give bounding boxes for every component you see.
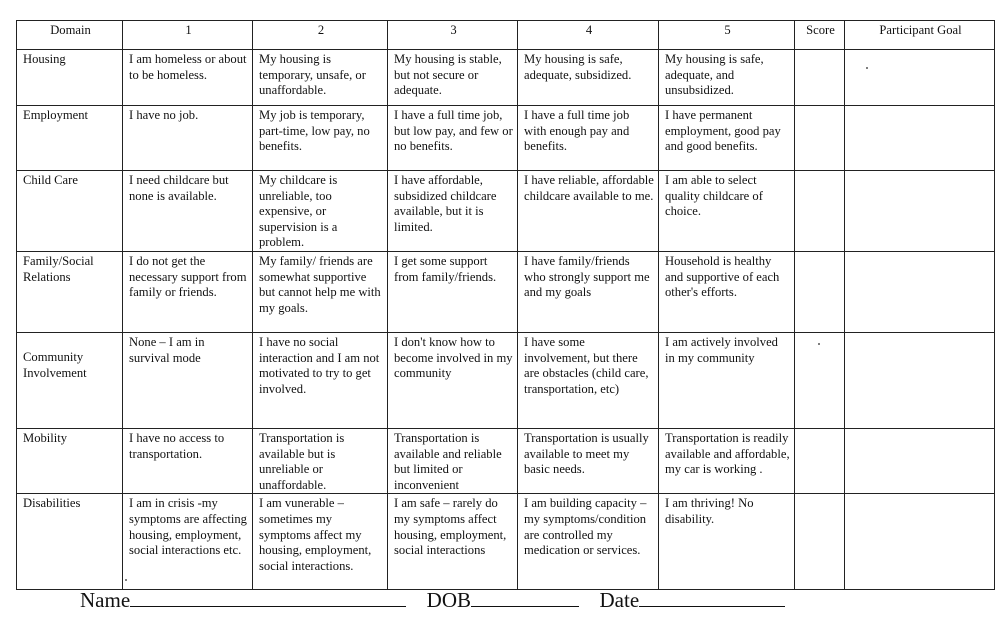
level-4-cell: I have family/friends who strongly support me and my goals (518, 252, 659, 333)
name-label: Name (80, 588, 131, 612)
level-4-cell: I have some involvement, but there are obstacles (child care, transportation, etc) (518, 333, 659, 429)
score-cell[interactable] (795, 429, 845, 494)
name-line[interactable] (130, 587, 406, 607)
level-2-cell: My family/ friends are somewhat supportive but cannot help me with my goals. (253, 252, 388, 333)
signature-footer (80, 587, 785, 613)
level-3-cell: Transportation is available and reliable but limited or inconvenient (388, 429, 518, 494)
score-cell[interactable] (795, 106, 845, 171)
table-row-disabilities (17, 494, 995, 590)
level-5-cell: I am actively involved in my community (659, 333, 795, 429)
score-cell[interactable] (795, 333, 845, 429)
participant-goal-cell[interactable] (845, 50, 995, 106)
level-1-cell: I have no access to transportation. (123, 429, 253, 494)
self-sufficiency-matrix (16, 20, 995, 590)
participant-goal-cell[interactable] (845, 333, 995, 429)
level-1-cell: I am in crisis -my symptoms are affecting housing, employment, social interactions etc. (123, 494, 253, 590)
score-cell[interactable] (795, 50, 845, 106)
level-2-cell: My childcare is unreliable, too expensive, or supervision is a problem. (253, 171, 388, 252)
level-5-cell: Transportation is readily available and affordable, my car is working . (659, 429, 795, 494)
date-label: Date (599, 588, 640, 612)
level-1-cell: I need childcare but none is available. (123, 171, 253, 252)
participant-goal-cell[interactable] (845, 171, 995, 252)
level-5-cell: I am able to select quality childcare of choice. (659, 171, 795, 252)
scan-speck (818, 343, 820, 345)
table-row-child-care (17, 171, 995, 252)
table-row-family-social-relations (17, 252, 995, 333)
level-4-cell: I am building capacity – my symptoms/condition are controlled my medication or services. (518, 494, 659, 590)
level-5-cell: I am thriving! No disability. (659, 494, 795, 590)
participant-goal-cell[interactable] (845, 252, 995, 333)
name-field (80, 587, 406, 613)
table-row-community-involvement (17, 333, 995, 429)
level-3-cell: I get some support from family/friends. (388, 252, 518, 333)
table-row-housing (17, 50, 995, 106)
domain-label: Disabilities (17, 494, 123, 590)
level-1-cell: I have no job. (123, 106, 253, 171)
level-2-cell: My job is temporary, part-time, low pay, no benefits. (253, 106, 388, 171)
level-1-cell: None – I am in survival mode (123, 333, 253, 429)
level-2-cell: Transportation is available but is unreliable or unaffordable. (253, 429, 388, 494)
header-level-4: 4 (518, 21, 659, 50)
level-4-cell: My housing is safe, adequate, subsidized. (518, 50, 659, 106)
level-4-cell: I have reliable, affordable childcare available to me. (518, 171, 659, 252)
dob-field (427, 587, 579, 613)
domain-label: Child Care (17, 171, 123, 252)
level-1-cell: I do not get the necessary support from family or friends. (123, 252, 253, 333)
domain-label: Family/Social Relations (17, 252, 123, 333)
date-line[interactable] (639, 587, 785, 607)
header-score: Score (795, 21, 845, 50)
header-level-1: 1 (123, 21, 253, 50)
header-level-2: 2 (253, 21, 388, 50)
level-3-cell: I don't know how to become involved in my community (388, 333, 518, 429)
header-domain: Domain (17, 21, 123, 50)
score-cell[interactable] (795, 252, 845, 333)
header-level-5: 5 (659, 21, 795, 50)
level-2-cell: I am vunerable – sometimes my symptoms affect my housing, employment, social interactions. (253, 494, 388, 590)
scan-speck (866, 67, 868, 69)
level-3-cell: My housing is stable, but not secure or adequate. (388, 50, 518, 106)
participant-goal-cell[interactable] (845, 429, 995, 494)
level-3-cell: I have a full time job, but low pay, and few or no benefits. (388, 106, 518, 171)
score-cell[interactable] (795, 171, 845, 252)
level-4-cell: Transportation is usually available to meet my basic needs. (518, 429, 659, 494)
header-participant-goal: Participant Goal (845, 21, 995, 50)
domain-label: Employment (17, 106, 123, 171)
level-5-cell: My housing is safe, adequate, and unsubsidized. (659, 50, 795, 106)
level-1-cell: I am homeless or about to be homeless. (123, 50, 253, 106)
level-5-cell: I have permanent employment, good pay and good benefits. (659, 106, 795, 171)
domain-label: Community Involvement (17, 333, 123, 429)
domain-label: Mobility (17, 429, 123, 494)
level-5-cell: Household is healthy and supportive of each other's efforts. (659, 252, 795, 333)
domain-label: Housing (17, 50, 123, 106)
level-2-cell: I have no social interaction and I am not motivated to try to get involved. (253, 333, 388, 429)
score-cell[interactable] (795, 494, 845, 590)
table-row-employment (17, 106, 995, 171)
header-row (17, 21, 995, 50)
participant-goal-cell[interactable] (845, 494, 995, 590)
header-level-3: 3 (388, 21, 518, 50)
dob-line[interactable] (471, 587, 579, 607)
scan-speck (125, 579, 127, 581)
date-field (600, 587, 786, 613)
participant-goal-cell[interactable] (845, 106, 995, 171)
table-row-mobility (17, 429, 995, 494)
level-3-cell: I have affordable, subsidized childcare available, but it is limited. (388, 171, 518, 252)
level-3-cell: I am safe – rarely do my symptoms affect housing, employment, social interactions (388, 494, 518, 590)
rubric-sheet (16, 20, 994, 590)
dob-label: DOB (426, 588, 471, 612)
level-4-cell: I have a full time job with enough pay and benefits. (518, 106, 659, 171)
level-2-cell: My housing is temporary, unsafe, or unaffordable. (253, 50, 388, 106)
